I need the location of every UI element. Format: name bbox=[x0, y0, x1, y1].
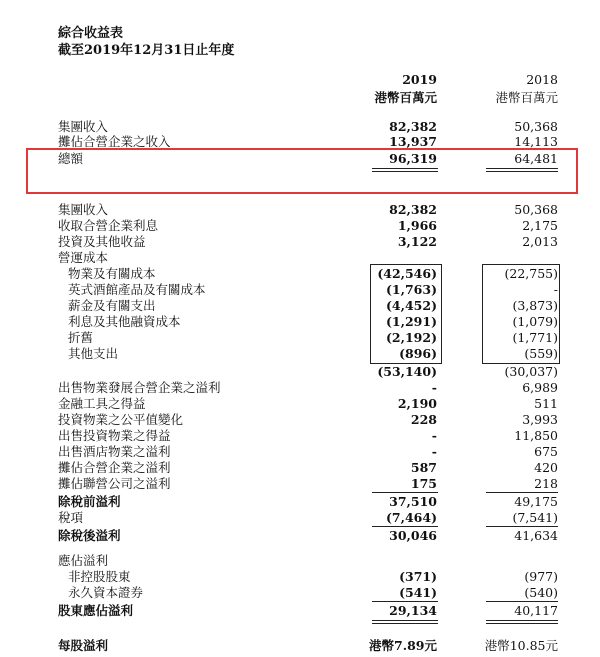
value-2019: (371) bbox=[399, 569, 437, 584]
value-2018: (1,771) bbox=[512, 330, 558, 345]
table-row bbox=[0, 476, 600, 492]
table-row bbox=[0, 234, 600, 250]
row-label: 折舊 bbox=[68, 330, 94, 345]
table-row bbox=[0, 585, 600, 601]
row-label: 物業及有關成本 bbox=[68, 266, 156, 281]
table-row bbox=[0, 119, 600, 135]
value-2018: 50,368 bbox=[514, 202, 558, 217]
row-label: 非控股股東 bbox=[68, 569, 131, 584]
table-row-subtotal bbox=[0, 364, 600, 380]
value-2018: (7,541) bbox=[512, 510, 558, 525]
value-2018: 港幣10.85元 bbox=[484, 638, 558, 653]
table-row-shareholder-profit bbox=[0, 603, 600, 619]
col-2019-year: 2019 bbox=[402, 72, 437, 87]
value-2019: (1,763) bbox=[386, 282, 437, 297]
col-2019-unit: 港幣百萬元 bbox=[374, 90, 437, 105]
row-label: 投資及其他收益 bbox=[58, 234, 146, 249]
table-row bbox=[0, 218, 600, 234]
subtotal-line bbox=[372, 526, 438, 527]
value-2019: 13,937 bbox=[389, 134, 437, 149]
table-row bbox=[0, 569, 600, 585]
table-row bbox=[0, 330, 600, 346]
value-2018: 2,175 bbox=[522, 218, 558, 233]
row-label: 其他支出 bbox=[68, 346, 119, 361]
double-underline bbox=[372, 623, 438, 624]
subtotal-line bbox=[486, 526, 558, 527]
value-2019: (2,192) bbox=[386, 330, 437, 345]
row-label: 利息及其他融資成本 bbox=[68, 314, 181, 329]
row-label: 攤佔合營企業之溢利 bbox=[58, 460, 171, 475]
statement-title: 綜合收益表 bbox=[58, 26, 124, 41]
table-row-eps bbox=[0, 638, 600, 654]
subtotal-line bbox=[372, 601, 438, 602]
row-label: 攤佔合營企業之收入 bbox=[58, 134, 171, 149]
value-2018: 3,993 bbox=[522, 412, 558, 427]
subtotal-line bbox=[486, 601, 558, 602]
table-row bbox=[0, 266, 600, 282]
statement-subtitle: 截至2019年12月31日止年度 bbox=[58, 43, 235, 58]
value-2019: - bbox=[431, 380, 437, 395]
value-2018: (540) bbox=[524, 585, 558, 600]
double-underline bbox=[486, 623, 558, 624]
double-underline bbox=[372, 620, 438, 621]
double-underline bbox=[486, 620, 558, 621]
value-2018: 64,481 bbox=[514, 151, 558, 166]
value-2019: (53,140) bbox=[377, 364, 437, 379]
value-2018: (1,079) bbox=[512, 314, 558, 329]
table-row bbox=[0, 396, 600, 412]
total-highlight-box bbox=[26, 148, 578, 194]
col-2018-year: 2018 bbox=[526, 72, 558, 87]
row-label: 稅項 bbox=[58, 510, 84, 525]
table-row bbox=[0, 510, 600, 526]
table-row bbox=[0, 298, 600, 314]
value-2019: 1,966 bbox=[397, 218, 437, 233]
value-2018: 50,368 bbox=[514, 119, 558, 134]
value-2019: 2,190 bbox=[397, 396, 437, 411]
value-2018: (22,755) bbox=[504, 266, 558, 281]
value-2018: 420 bbox=[534, 460, 558, 475]
table-row bbox=[0, 460, 600, 476]
row-label: 股東應佔溢利 bbox=[58, 603, 134, 618]
row-label: 集團收入 bbox=[58, 202, 109, 217]
col-2018-unit: 港幣百萬元 bbox=[495, 90, 558, 105]
subtotal-line bbox=[486, 492, 558, 493]
value-2019: (541) bbox=[399, 585, 437, 600]
value-2019: 3,122 bbox=[397, 234, 437, 249]
value-2019: (7,464) bbox=[386, 510, 437, 525]
value-2018: (977) bbox=[524, 569, 558, 584]
row-label: 營運成本 bbox=[58, 250, 109, 265]
table-row bbox=[0, 282, 600, 298]
table-row bbox=[0, 314, 600, 330]
value-2018: 218 bbox=[534, 476, 558, 491]
row-label: 出售投資物業之得益 bbox=[58, 428, 171, 443]
row-label: 每股溢利 bbox=[58, 638, 109, 653]
value-2019: 37,510 bbox=[389, 494, 437, 509]
row-label: 總額 bbox=[58, 151, 84, 166]
row-label: 除稅前溢利 bbox=[58, 494, 121, 509]
value-2019: (1,291) bbox=[386, 314, 437, 329]
value-2019: - bbox=[431, 428, 437, 443]
subtotal-line bbox=[372, 492, 438, 493]
value-2018: 2,013 bbox=[522, 234, 558, 249]
value-2019: 82,382 bbox=[389, 119, 437, 134]
row-label: 除稅後溢利 bbox=[58, 528, 121, 543]
value-2019: (896) bbox=[399, 346, 437, 361]
value-2018: (559) bbox=[524, 346, 558, 361]
row-label: 攤佔聯營公司之溢利 bbox=[58, 476, 171, 491]
row-label: 投資物業之公平值變化 bbox=[58, 412, 184, 427]
table-row-profit-after-tax bbox=[0, 528, 600, 544]
row-label: 永久資本證券 bbox=[68, 585, 144, 600]
table-row-profit-before-tax bbox=[0, 494, 600, 510]
row-label: 收取合營企業利息 bbox=[58, 218, 159, 233]
value-2018: 511 bbox=[534, 396, 558, 411]
value-2019: 29,134 bbox=[389, 603, 437, 618]
row-label: 出售酒店物業之溢利 bbox=[58, 444, 171, 459]
row-label: 出售物業發展合營企業之溢利 bbox=[58, 380, 221, 395]
row-label: 薪金及有關支出 bbox=[68, 298, 156, 313]
row-label: 應佔溢利 bbox=[58, 553, 109, 568]
value-2018: - bbox=[553, 282, 558, 297]
value-2019: 587 bbox=[410, 460, 437, 475]
value-2018: (30,037) bbox=[504, 364, 558, 379]
value-2018: 6,989 bbox=[522, 380, 558, 395]
value-2019: 175 bbox=[410, 476, 437, 491]
table-row bbox=[0, 412, 600, 428]
table-row bbox=[0, 553, 600, 569]
value-2018: 40,117 bbox=[514, 603, 558, 618]
row-label: 金融工具之得益 bbox=[58, 396, 146, 411]
value-2019: 228 bbox=[410, 412, 437, 427]
table-row bbox=[0, 202, 600, 218]
value-2018: 11,850 bbox=[514, 428, 558, 443]
value-2018: (3,873) bbox=[512, 298, 558, 313]
value-2018: 14,113 bbox=[514, 134, 558, 149]
value-2019: 96,319 bbox=[389, 151, 437, 166]
table-row bbox=[0, 346, 600, 362]
table-row bbox=[0, 428, 600, 444]
value-2018: 41,634 bbox=[514, 528, 558, 543]
value-2018: 49,175 bbox=[514, 494, 558, 509]
value-2019: - bbox=[431, 444, 437, 459]
value-2019: (42,546) bbox=[377, 266, 437, 281]
value-2019: (4,452) bbox=[386, 298, 437, 313]
row-label: 集團收入 bbox=[58, 119, 109, 134]
table-row bbox=[0, 380, 600, 396]
value-2018: 675 bbox=[534, 444, 558, 459]
value-2019: 港幣7.89元 bbox=[369, 638, 437, 653]
row-label: 英式酒館產品及有關成本 bbox=[68, 282, 206, 297]
table-row bbox=[0, 444, 600, 460]
value-2019: 82,382 bbox=[389, 202, 437, 217]
value-2019: 30,046 bbox=[389, 528, 437, 543]
